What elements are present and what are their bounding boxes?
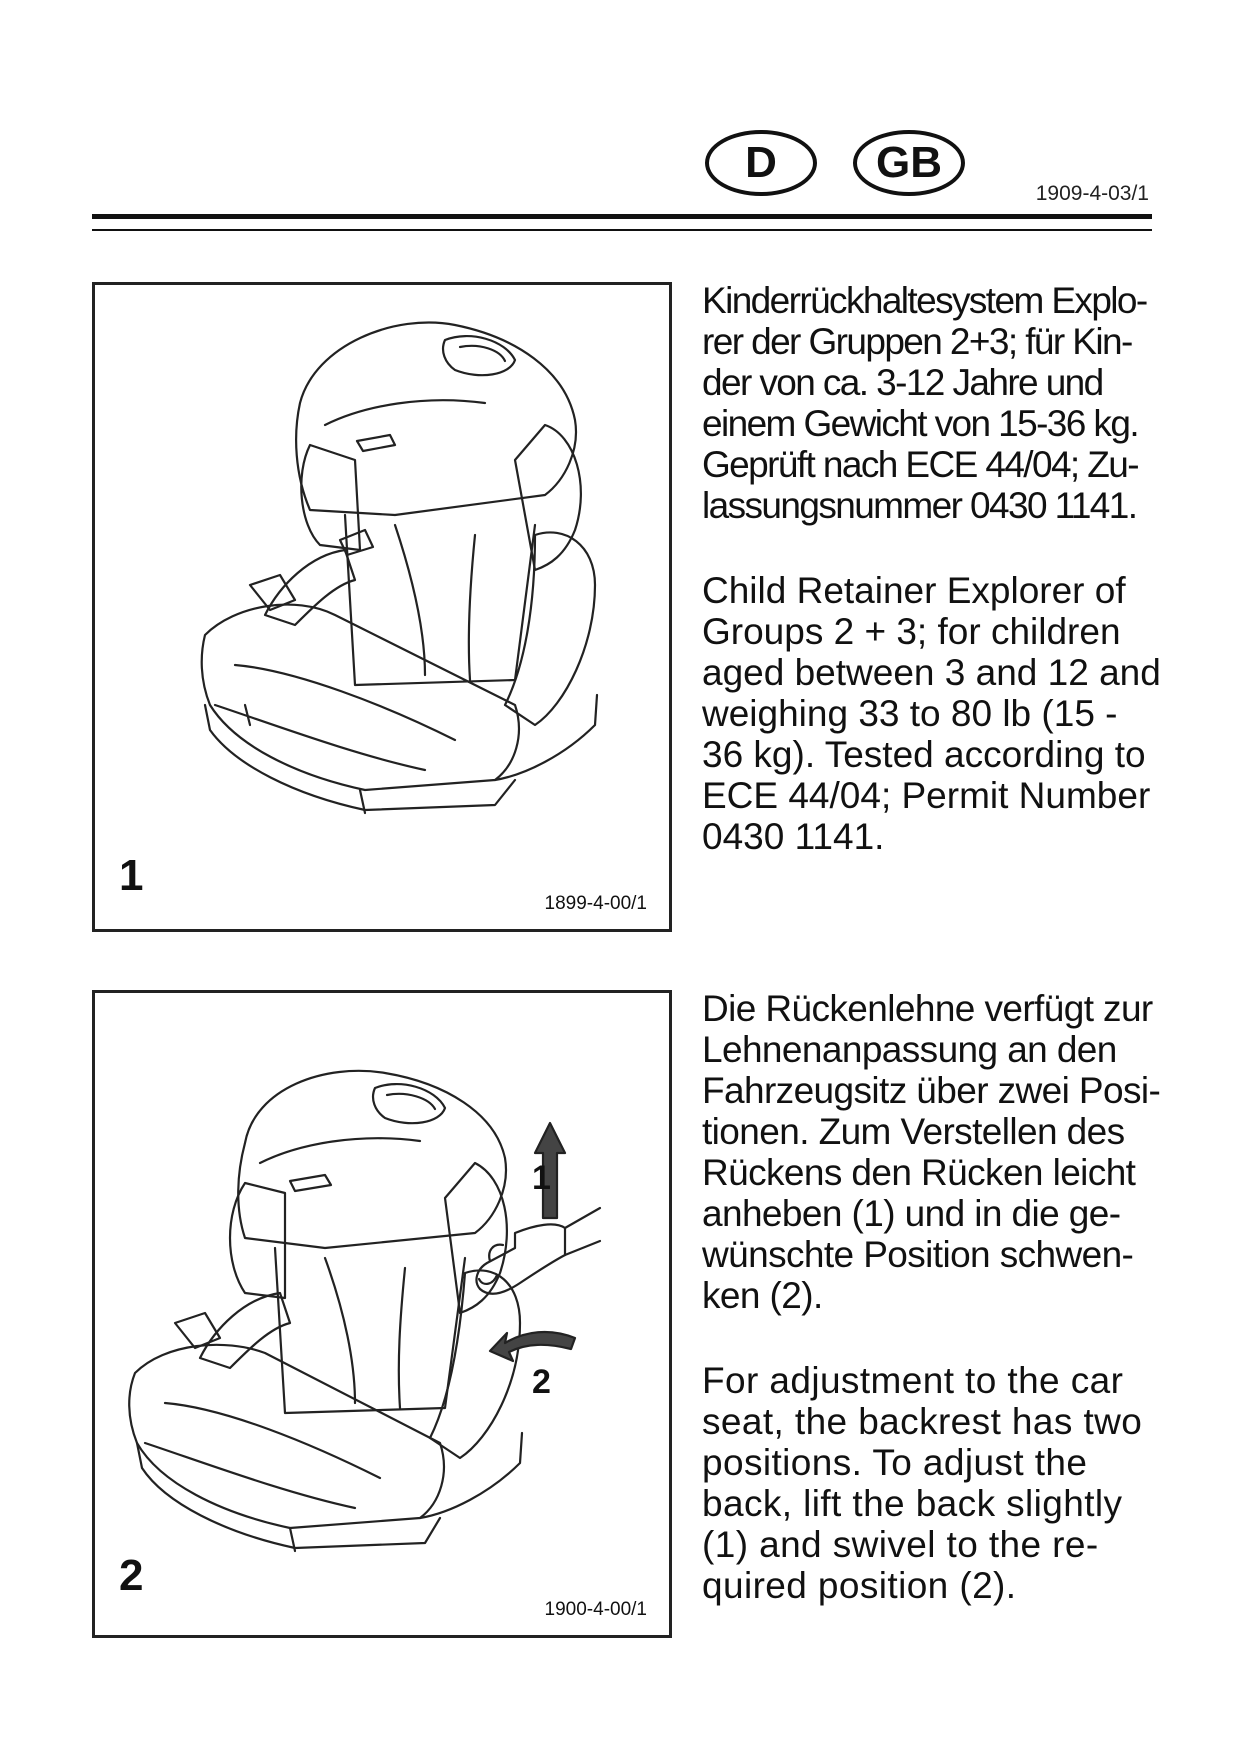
text-line: wünschte Position schwen-: [702, 1234, 1134, 1275]
header-rule-thick: [92, 214, 1152, 219]
text-line: Geprüft nach ECE 44/04; Zu-: [702, 444, 1138, 485]
section-2-english-text: [702, 1360, 1152, 1606]
text-line: (1) and swivel to the re-: [702, 1524, 1099, 1565]
text-line: Child Retainer Explorer of: [702, 570, 1126, 611]
section-1-german-text: [702, 280, 1152, 526]
text-line: back, lift the back slightly: [702, 1483, 1123, 1524]
language-badge-english: GB: [853, 130, 965, 196]
text-line: ken (2).: [702, 1275, 823, 1316]
text-line: quired position (2).: [702, 1565, 1017, 1606]
figure-1-frame: [92, 282, 672, 932]
text-line: Groups 2 + 3; for children: [702, 611, 1121, 652]
text-line: weighing 33 to 80 lb (15 -: [702, 693, 1118, 734]
arrow-1-label: 1: [532, 1159, 551, 1197]
section-1-english-text: [702, 570, 1161, 857]
arrow-2-label: 2: [532, 1363, 551, 1401]
text-line: rer der Gruppen 2+3; für Kin-: [702, 321, 1132, 362]
figure-2-frame: [92, 990, 672, 1638]
figure-1-number: 1: [119, 851, 144, 900]
booster-seat-illustration: [95, 285, 669, 929]
text-line: Fahrzeugsitz über zwei Posi-: [702, 1070, 1161, 1111]
text-line: einem Gewicht von 15-36 kg.: [702, 403, 1138, 444]
text-line: der von ca. 3-12 Jahre und: [702, 362, 1103, 403]
text-line: Rückens den Rücken leicht: [702, 1152, 1136, 1193]
text-line: For adjustment to the car: [702, 1360, 1124, 1401]
section-2-german-text: [702, 988, 1161, 1316]
figure-1-code: 1899-4-00/1: [544, 893, 647, 914]
text-line: Lehnenanpassung an den: [702, 1029, 1117, 1070]
language-badge-german: D: [705, 130, 817, 196]
booster-seat-adjustment-illustration: [95, 993, 669, 1635]
document-code: 1909-4-03/1: [1035, 182, 1149, 205]
text-line: aged between 3 and 12 and: [702, 652, 1161, 693]
text-line: positions. To adjust the: [702, 1442, 1088, 1483]
text-line: Die Rückenlehne verfügt zur: [702, 988, 1153, 1029]
text-line: seat, the backrest has two: [702, 1401, 1143, 1442]
text-line: 36 kg). Tested according to: [702, 734, 1146, 775]
text-line: ECE 44/04; Permit Number: [702, 775, 1151, 816]
text-line: tionen. Zum Verstellen des: [702, 1111, 1125, 1152]
text-line: anheben (1) und in die ge-: [702, 1193, 1121, 1234]
text-line: 0430 1141.: [702, 816, 885, 857]
header-rule-thin: [92, 229, 1152, 231]
text-line: Kinderrückhaltesystem Explo-: [702, 280, 1147, 321]
figure-2-code: 1900-4-00/1: [544, 1599, 647, 1620]
figure-2-number: 2: [119, 1551, 144, 1600]
text-line: lassungsnummer 0430 1141.: [702, 485, 1137, 526]
